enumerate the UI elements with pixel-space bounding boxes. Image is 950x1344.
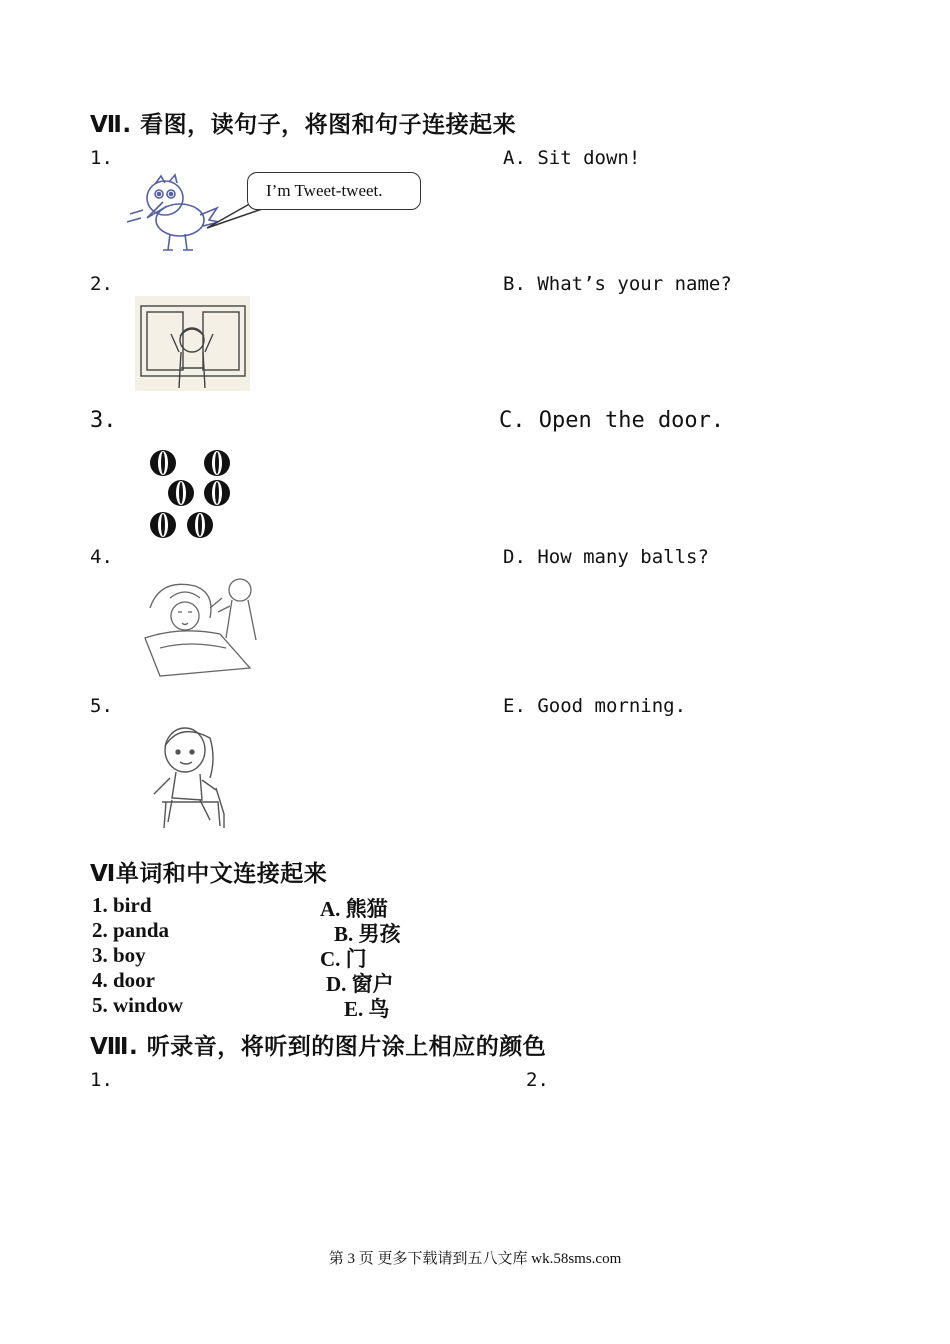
window-boy-icon	[135, 296, 250, 391]
meaning-row-b: B. 男孩	[334, 922, 401, 946]
word-row-4: 4. door	[92, 968, 155, 992]
section-7-title: Ⅶ. 看图，读句子，将图和句子连接起来	[90, 112, 517, 138]
window-picture	[135, 296, 250, 391]
option-c: C. Open the door.	[499, 408, 725, 433]
option-d: D. How many balls?	[503, 546, 709, 568]
balls-picture	[145, 446, 235, 541]
word-row-5: 5. window	[92, 993, 184, 1017]
meaning-row-a: A. 熊猫	[320, 897, 388, 921]
meaning-row-d: D. 窗户	[326, 972, 394, 996]
word-row-1: 1. bird	[92, 893, 152, 917]
speech-bubble-text: I’m Tweet-tweet.	[247, 172, 421, 210]
morning-bed-icon	[140, 568, 265, 678]
girl-sitting-icon	[140, 718, 255, 836]
speech-bubble	[205, 172, 425, 232]
section-6-title: Ⅵ单词和中文连接起来	[90, 861, 328, 887]
meaning-row-e: E. 鸟	[344, 997, 390, 1021]
option-b: B. What’s your name?	[503, 273, 732, 295]
balls-icon	[145, 446, 235, 541]
color-item-2: 2.	[526, 1069, 549, 1091]
word-row-3: 3. boy	[92, 943, 146, 967]
item-2-number: 2.	[90, 273, 113, 295]
item-5-number: 5.	[90, 695, 113, 717]
meaning-row-c: C. 门	[320, 947, 367, 971]
page-footer: 第 3 页 更多下载请到五八文库 wk.58sms.com	[328, 1251, 622, 1267]
color-item-1: 1.	[90, 1069, 113, 1091]
item-4-number: 4.	[90, 546, 113, 568]
bed-morning-picture	[140, 568, 265, 678]
section-8-title: Ⅷ. 听录音，将听到的图片涂上相应的颜色	[90, 1034, 547, 1060]
item-1-number: 1.	[90, 147, 113, 169]
item-3-number: 3.	[90, 408, 117, 433]
word-row-2: 2. panda	[92, 918, 170, 942]
option-e: E. Good morning.	[503, 695, 687, 717]
girl-sitting-picture	[140, 718, 255, 836]
option-a: A. Sit down!	[503, 147, 641, 169]
